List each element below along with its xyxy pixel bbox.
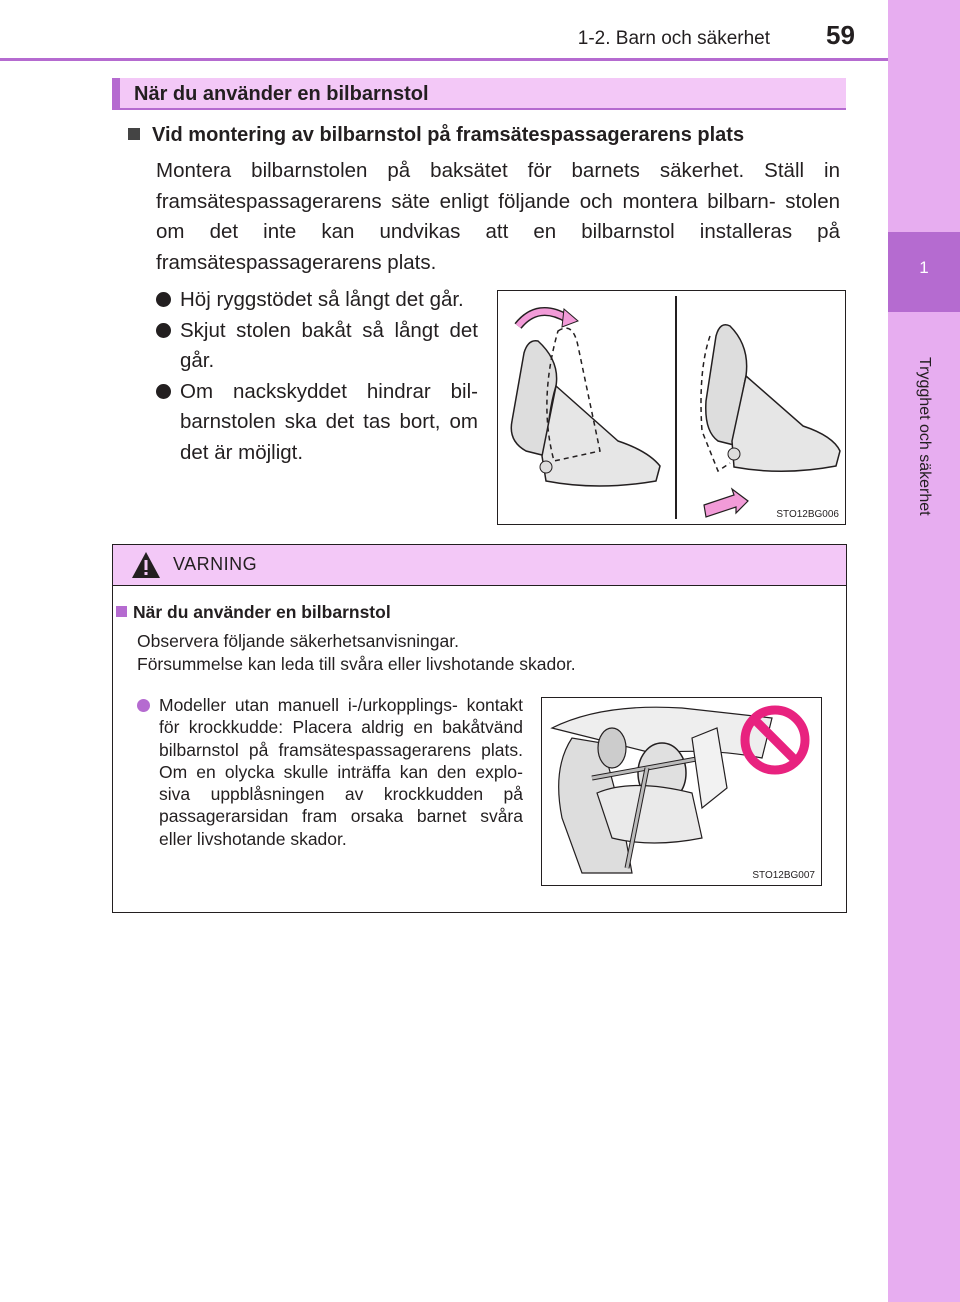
warning-bullet xyxy=(137,694,523,850)
airbag-illustration xyxy=(542,698,821,885)
warning-header xyxy=(113,545,846,586)
intro-paragraph: Montera bilbarnstolen på baksätet för barnets säkerhet. Ställ in framsätespassagerarens säte enligt följande och montera bilbarn- stolen om det inte kan undvikas att en bilbarnstol installeras på framsätespassagerarens plats. xyxy=(156,159,840,274)
subsection-heading-text: Vid montering av bilbarnstol på framsätespassagerarens plats xyxy=(152,124,745,146)
subsection-heading xyxy=(128,124,848,147)
warning-subheading-text: När du använder en bilbarnstol xyxy=(133,602,391,622)
warning-triangle-icon xyxy=(131,551,161,584)
figure-code: STO12BG007 xyxy=(752,870,815,881)
square-bullet-icon xyxy=(116,606,127,617)
warning-line: Observera följande säkerhetsanvisningar. xyxy=(137,631,459,651)
warning-line: Försummelse kan leda till svåra eller livshotande skador. xyxy=(137,654,576,674)
warning-subheading xyxy=(116,602,391,623)
seat-adjustment-figure xyxy=(497,290,846,525)
airbag-warning-figure xyxy=(541,697,822,886)
warning-title: VARNING xyxy=(173,554,258,574)
bullet-dot-icon xyxy=(156,384,171,399)
list-item xyxy=(156,285,478,316)
chapter-number: 1 xyxy=(919,258,929,277)
header-rule xyxy=(0,58,888,61)
bullet-dot-icon xyxy=(156,323,171,338)
list-item-text: Om nackskyddet hindrar bil- barnstolen ska det tas bort, om det är möjligt. xyxy=(180,379,478,464)
section-title-bar xyxy=(112,78,846,110)
instruction-list xyxy=(156,285,478,468)
list-item xyxy=(156,377,478,469)
bullet-dot-icon xyxy=(156,292,171,307)
chapter-side-tab xyxy=(888,0,960,1302)
chapter-label: Trygghet och säkerhet xyxy=(916,357,933,516)
section-title: När du använder en bilbarnstol xyxy=(134,83,429,105)
header-section-title: 1-2. Barn och säkerhet xyxy=(577,28,770,49)
list-item xyxy=(156,316,478,377)
page-number: 59 xyxy=(826,20,855,50)
bullet-dot-icon xyxy=(137,699,150,712)
seat-illustration xyxy=(498,291,845,524)
square-bullet-icon xyxy=(128,128,140,140)
list-item-text: Höj ryggstödet så långt det går. xyxy=(180,288,464,311)
list-item-text: Skjut stolen bakåt så långt det går. xyxy=(180,318,478,372)
figure-code: STO12BG006 xyxy=(776,509,839,520)
warning-bullet-text: Modeller utan manuell i-/urkopplings- kontakt för krockkudde: Placera aldrig en bakåtvänd bilbarnstol på framsätespassagerarens plats. Om en olycka skulle inträffa kan den explo- siva uppblåsningen av krockkudden på passagerarsidan fram orsaka barnet svåra eller livshotande skador. xyxy=(159,695,523,849)
